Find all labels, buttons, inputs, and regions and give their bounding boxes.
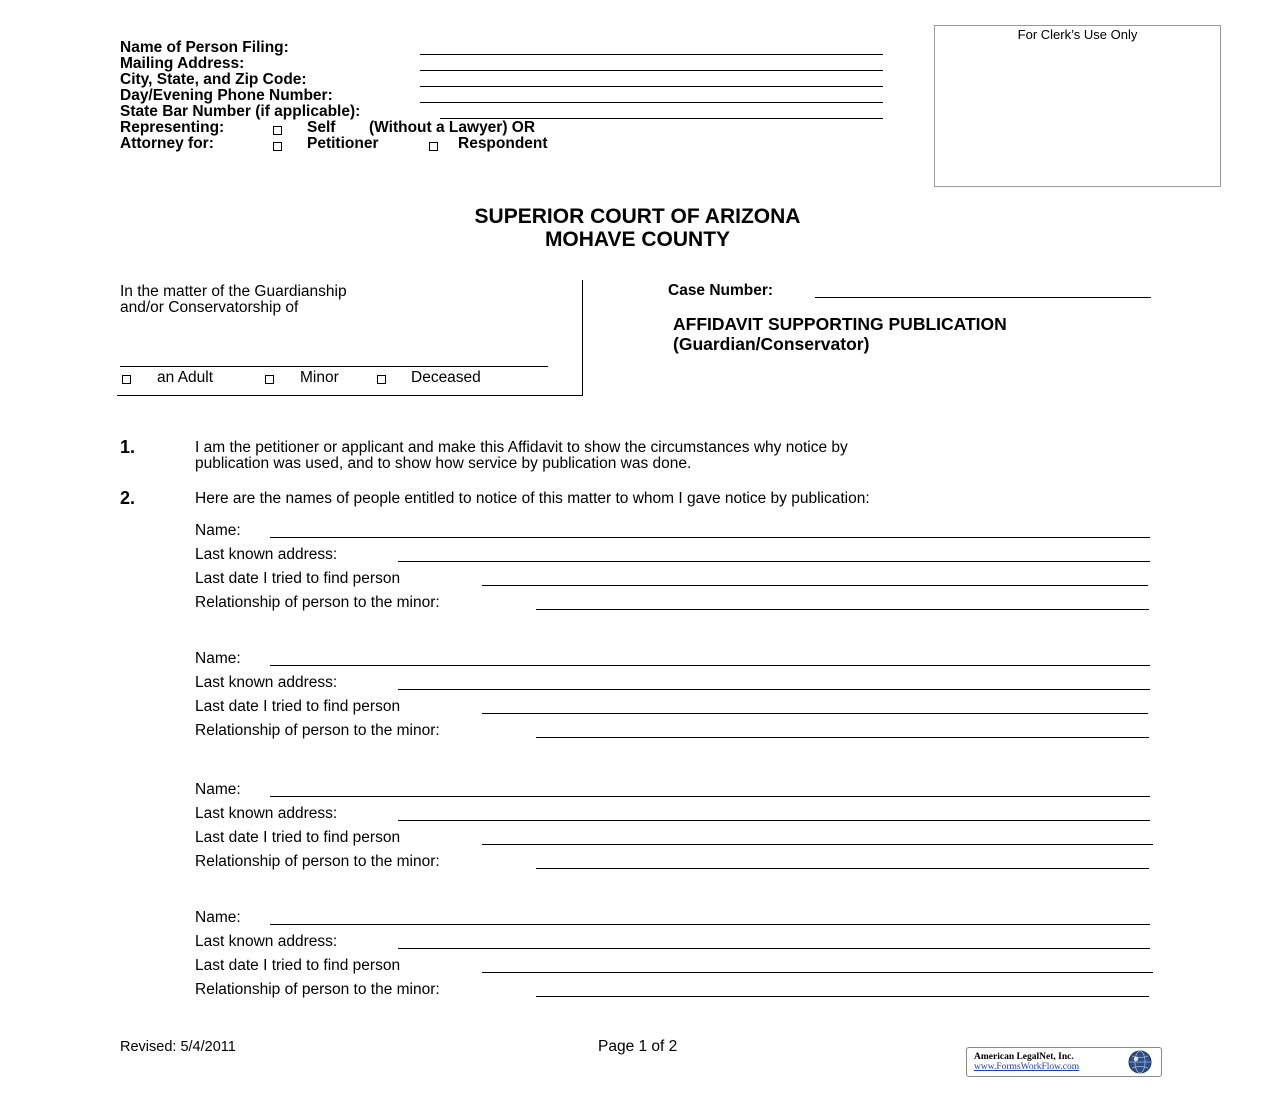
person-1-relationship-label: Relationship of person to the minor: <box>195 594 440 611</box>
respondent-checkbox[interactable] <box>429 142 438 151</box>
item-1-text-line-1: I am the petitioner or applicant and make this Affidavit to show the circumstances why notice by <box>195 439 848 456</box>
clerk-use-label: For Clerk’s Use Only <box>1017 27 1138 42</box>
state-bar-number-label: State Bar Number (if applicable): <box>120 103 361 120</box>
person-3-address-field[interactable] <box>398 820 1150 821</box>
name-of-person-filing-field[interactable] <box>420 54 883 55</box>
person-4-relationship-field[interactable] <box>536 996 1149 997</box>
city-state-zip-field[interactable] <box>420 86 883 87</box>
document-title: AFFIDAVIT SUPPORTING PUBLICATION <box>673 314 1007 334</box>
petitioner-label: Petitioner <box>307 135 379 152</box>
respondent-label: Respondent <box>458 135 548 152</box>
without-lawyer-label: (Without a Lawyer) OR <box>369 119 536 136</box>
person-1-date-field[interactable] <box>482 585 1148 586</box>
page-number: Page 1 of 2 <box>598 1038 678 1055</box>
caption-bottom-rule <box>117 395 583 396</box>
city-state-zip-label: City, State, and Zip Code: <box>120 71 307 88</box>
matter-line-2: and/or Conservatorship of <box>120 299 299 316</box>
court-name: SUPERIOR COURT OF ARIZONA <box>474 205 801 228</box>
person-3-name-label: Name: <box>195 781 241 798</box>
adult-checkbox[interactable] <box>122 375 131 384</box>
case-number-label: Case Number: <box>668 282 774 299</box>
person-2-relationship-label: Relationship of person to the minor: <box>195 722 440 739</box>
person-1-name-field[interactable] <box>270 537 1150 538</box>
revised-date: Revised: 5/4/2011 <box>120 1039 236 1055</box>
person-4-name-label: Name: <box>195 909 241 926</box>
person-2-name-field[interactable] <box>270 665 1150 666</box>
phone-number-field[interactable] <box>420 102 883 103</box>
person-3-date-label: Last date I tried to find person <box>195 829 401 846</box>
caption-divider <box>582 280 583 396</box>
deceased-label: Deceased <box>411 369 481 386</box>
logo-url-link[interactable]: www.FormsWorkFlow.com <box>974 1062 1080 1072</box>
mailing-address-label: Mailing Address: <box>120 55 245 72</box>
person-4-address-field[interactable] <box>398 948 1150 949</box>
person-4-date-label: Last date I tried to find person <box>195 957 401 974</box>
item-1-text-line-2: publication was used, and to show how service by publication was done. <box>195 455 692 472</box>
person-1-date-label: Last date I tried to find person <box>195 570 401 587</box>
person-3-relationship-field[interactable] <box>536 868 1149 869</box>
person-2-address-label: Last known address: <box>195 674 338 691</box>
person-3-name-field[interactable] <box>270 796 1150 797</box>
self-checkbox[interactable] <box>273 126 282 135</box>
attorney-for-label: Attorney for: <box>120 135 214 152</box>
person-4-relationship-label: Relationship of person to the minor: <box>195 981 440 998</box>
minor-label: Minor <box>300 369 339 386</box>
person-3-address-label: Last known address: <box>195 805 338 822</box>
mailing-address-field[interactable] <box>420 70 883 71</box>
person-4-date-field[interactable] <box>482 972 1153 973</box>
item-2-number: 2. <box>120 488 136 508</box>
person-1-address-field[interactable] <box>398 561 1150 562</box>
person-3-relationship-label: Relationship of person to the minor: <box>195 853 440 870</box>
person-1-relationship-field[interactable] <box>536 609 1149 610</box>
name-of-person-filing-label: Name of Person Filing: <box>120 39 289 56</box>
representing-label: Representing: <box>120 119 225 136</box>
person-3-date-field[interactable] <box>482 844 1153 845</box>
document-subtitle: (Guardian/Conservator) <box>673 334 870 354</box>
person-2-name-label: Name: <box>195 650 241 667</box>
county-name: MOHAVE COUNTY <box>544 228 731 251</box>
phone-number-label: Day/Evening Phone Number: <box>120 87 333 104</box>
matter-line-1: In the matter of the Guardianship <box>120 283 347 300</box>
person-2-date-label: Last date I tried to find person <box>195 698 401 715</box>
person-2-relationship-field[interactable] <box>536 737 1149 738</box>
person-2-date-field[interactable] <box>482 713 1148 714</box>
minor-checkbox[interactable] <box>265 375 274 384</box>
globe-icon <box>1123 1049 1157 1075</box>
person-2-address-field[interactable] <box>398 689 1150 690</box>
person-4-address-label: Last known address: <box>195 933 338 950</box>
case-number-field[interactable] <box>815 297 1151 298</box>
item-1-number: 1. <box>120 437 136 457</box>
logo-company-name: American LegalNet, Inc. <box>974 1052 1074 1062</box>
person-4-name-field[interactable] <box>270 924 1150 925</box>
item-2-text: Here are the names of people entitled to notice of this matter to whom I gave notice by publication: <box>195 490 870 507</box>
deceased-checkbox[interactable] <box>377 375 386 384</box>
adult-label: an Adult <box>157 369 214 386</box>
self-label: Self <box>307 119 336 136</box>
person-1-name-label: Name: <box>195 522 241 539</box>
person-1-address-label: Last known address: <box>195 546 338 563</box>
clerk-use-box <box>934 25 1221 187</box>
petitioner-checkbox[interactable] <box>273 142 282 151</box>
ward-name-field[interactable] <box>120 366 548 367</box>
american-legalnet-logo[interactable] <box>966 1047 1162 1077</box>
